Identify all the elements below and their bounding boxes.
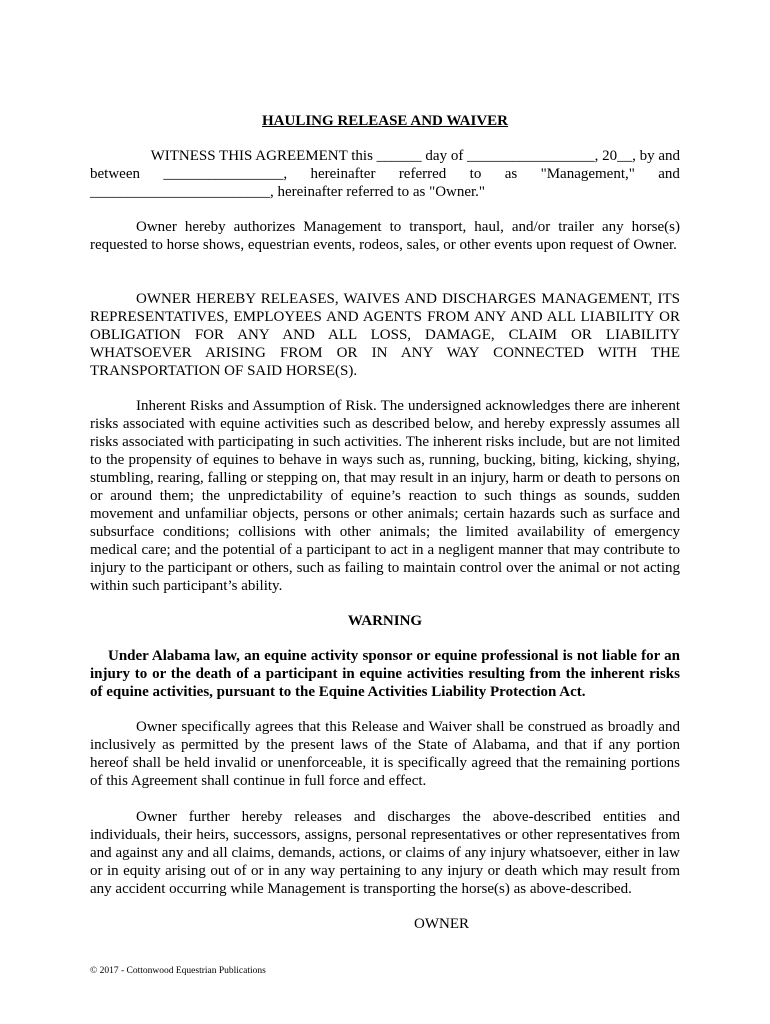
between-word-6: "Management," — [540, 166, 635, 182]
between-word-4: to — [469, 166, 482, 182]
between-word-0: between — [90, 166, 140, 182]
inherent-risks-paragraph — [90, 397, 680, 595]
further-release-paragraph — [90, 808, 680, 898]
release-paragraph — [90, 290, 680, 380]
inherent-risks-text: Inherent Risks and Assumption of Risk. The undersigned acknowledges there are inherent risks associated with equine activities such as described below, and hereby expressly assumes all risks associated with participating in such activities. The inherent risks include, but are not limited to the propensity of equines to behave in ways such as, running, bucking, biting, kicking, shying, stumbling, rearing, falling or stepping on, that may result in an injury, harm or death to persons on or around them; the unpredictability of equine’s reaction to such things as sounds, sudden movement and unfamiliar objects, persons or other animals; certain hazards such as surface and subsurface conditions; collisions with other animals; the limited availability of emergency medical care; and the potential of a participant to act in a negligent manner that may contribute to injury to the participant or others, such as failing to maintain control over the animal or not acting within such participant’s ability. — [90, 398, 680, 594]
owner-blank-line: ________________________, hereinafter referred to as "Owner." — [90, 184, 486, 200]
release-text: OWNER HEREBY RELEASES, WAIVES AND DISCHARGES MANAGEMENT, ITS REPRESENTATIVES, EMPLOYEES AND AGENTS FROM ANY AND ALL LIABILITY OR OBLIGATION FOR ANY AND ALL LOSS, DAMAGE, CLAIM OR LIABILITY WHATSOEVER ARISING FROM OR IN ANY WAY CONNECTED WITH THE TRANSPORTATION OF SAID HORSE(S). — [90, 291, 680, 379]
construction-text: Owner specifically agrees that this Release and Waiver shall be construed as broadly and inclusively as permitted by the present laws of the State of Alabama, and that if any portion hereof shall be held invalid or unenforceable, it is specifically agreed that the remaining portions of this Agreement shall continue in full force and effect. — [90, 719, 680, 789]
copyright-footer: © 2017 - Cottonwood Equestrian Publications — [90, 966, 266, 976]
between-word-5: as — [504, 166, 518, 182]
witness-text: WITNESS THIS AGREEMENT this ______ day of _________________, 20__, by and — [150, 148, 680, 164]
warning-paragraph — [90, 647, 680, 701]
owner-signature-label: OWNER — [414, 916, 469, 932]
warning-text: Under Alabama law, an equine activity sponsor or equine professional is not liable for an injury to or the death of a participant in equine activities resulting from the inherent risks of equine activities, pursuant to the Equine Activities Liability Protection Act. — [90, 648, 680, 700]
document-title: HAULING RELEASE AND WAIVER — [261, 113, 509, 129]
authorization-paragraph — [90, 218, 680, 254]
between-line — [90, 165, 680, 183]
warning-heading: WARNING — [347, 613, 423, 629]
further-release-text: Owner further hereby releases and discharges the above-described entities and individuals, their heirs, successors, assigns, personal representatives or other representatives from and against any and all claims, demands, actions, or claims of any injury whatsoever, either in law or in equity arising out of or in any way pertaining to any injury or death which may result from any accident occurring while Management is transporting the horse(s) as above-described. — [90, 809, 680, 897]
between-word-2: hereinafter — [310, 166, 376, 182]
management-blank: ________________, — [163, 166, 288, 182]
construction-paragraph — [90, 718, 680, 790]
between-word-7: and — [658, 166, 680, 182]
witness-line — [90, 147, 680, 165]
authorization-text: Owner hereby authorizes Management to transport, haul, and/or trailer any horse(s) requested to horse shows, equestrian events, rodeos, sales, or other events upon request of Owner. — [90, 219, 680, 253]
between-word-3: referred — [398, 166, 447, 182]
